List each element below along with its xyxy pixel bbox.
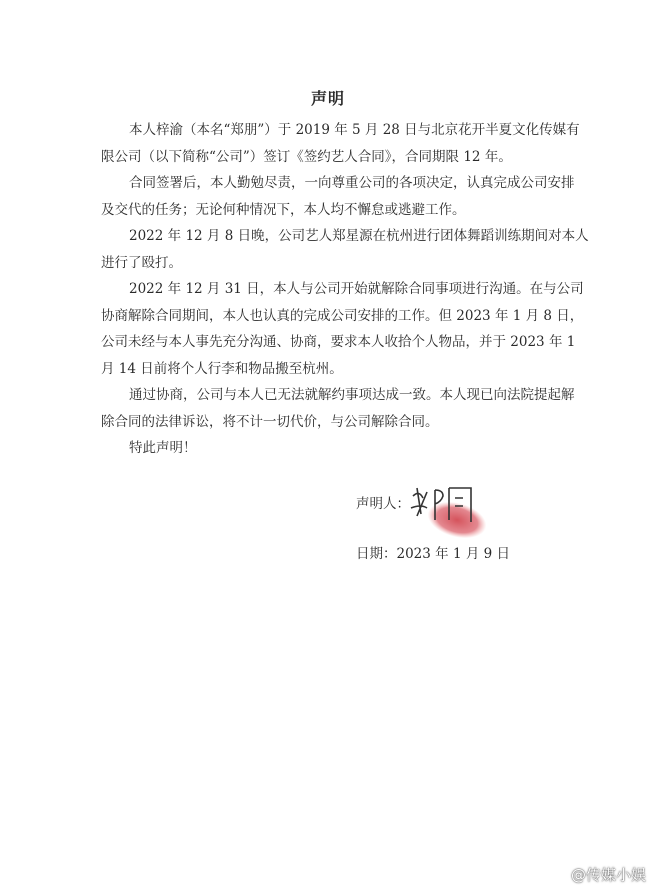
closing-line: 特此声明！ — [129, 440, 197, 456]
text-line: 公司未经与本人事先充分沟通、协商，要求本人收拾个人物品，并于 2023 年 1 — [101, 334, 576, 350]
watermark — [548, 864, 646, 885]
text-line: 合同签署后，本人勤勉尽责，一向尊重公司的各项决定，认真完成公司安排 — [129, 175, 575, 191]
text-line: 2022 年 12 月 31 日，本人与公司开始就解除合同事项进行沟通。在与公司 — [129, 281, 584, 297]
signature-fingerprint-icon — [405, 482, 495, 542]
date-line: 日期：2023 年 1 月 9 日 — [356, 546, 510, 562]
text-line: 协商解除合同期间，本人也认真的完成公司安排的工作。但 2023 年 1 月 8 日， — [101, 307, 584, 324]
text-line: 通过协商，公司与本人已无法就解约事项达成一致。本人现已向法院提起解 — [129, 387, 575, 403]
weibo-icon — [548, 866, 568, 884]
text-line: 2022 年 12 月 8 日晚，公司艺人郑星源在杭州进行团体舞蹈训练期间对本人 — [129, 228, 589, 244]
watermark-text: @传媒小娱 — [570, 866, 646, 884]
paragraph — [101, 223, 589, 276]
signature-label: 声明人： — [356, 496, 410, 512]
paragraph — [101, 170, 581, 223]
document-body — [101, 117, 589, 462]
paragraph — [101, 117, 581, 170]
text-line: 月 14 日前将个人行李和物品搬至杭州。 — [101, 360, 343, 377]
text-line: 及交代的任务；无论何种情况下，本人均不懈怠或逃避工作。 — [101, 201, 466, 218]
paragraph — [101, 435, 581, 462]
paragraph — [101, 276, 584, 382]
paragraph — [101, 382, 581, 435]
text-line: 除合同的法律诉讼，将不计一切代价，与公司解除合同。 — [101, 413, 439, 430]
text-line: 进行了殴打。 — [101, 254, 182, 271]
document-title: 声明 — [310, 89, 345, 108]
text-line: 限公司（以下简称“公司”）签订《签约艺人合同》，合同期限 12 年。 — [101, 148, 512, 165]
text-line: 本人梓渝（本名“郑朋”）于 2019 年 5 月 28 日与北京花开半夏文化传媒有 — [129, 122, 580, 138]
